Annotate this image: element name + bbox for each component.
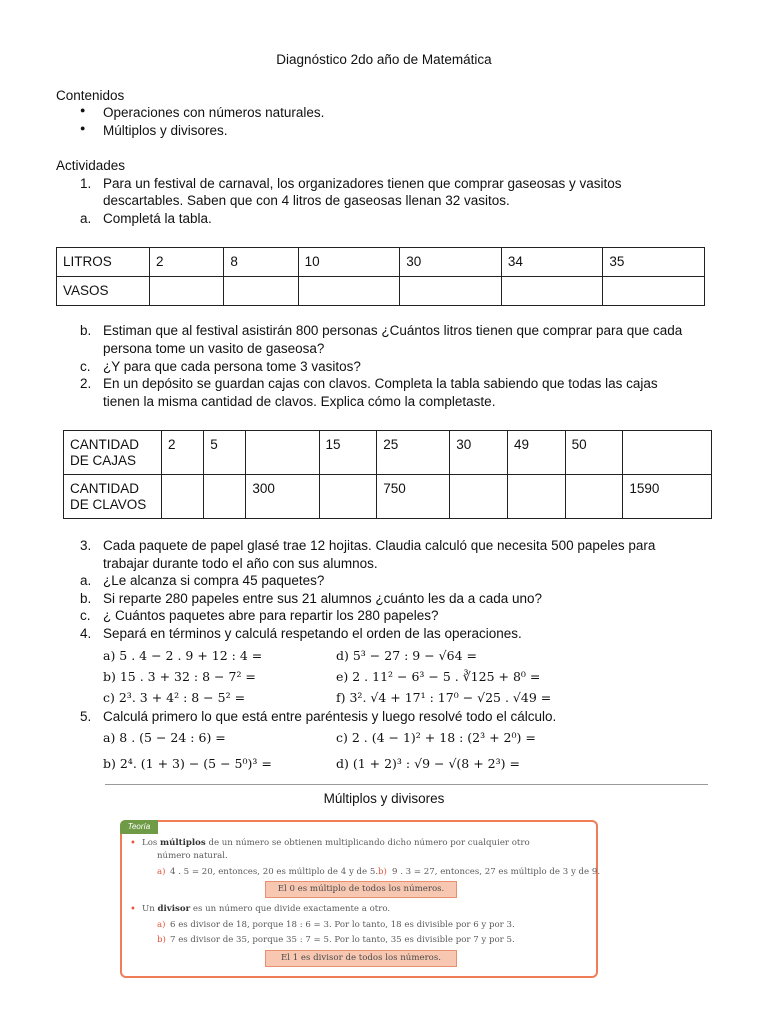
problem-3a: ¿Le alcanza si compra 45 paquetes? xyxy=(103,573,325,588)
term-divisor: divisor xyxy=(157,904,191,914)
problem-4: Separá en términos y calculá respetando el orden de las operaciones. xyxy=(103,626,522,641)
table-cell: 50 xyxy=(565,431,623,475)
table-cell xyxy=(150,277,224,306)
problem-1c: ¿Y para que cada persona tome 3 vasitos? xyxy=(103,359,361,374)
table-header-cell xyxy=(64,431,162,475)
problem-3-line2: trabajar durante todo el año con sus alumnos. xyxy=(103,556,378,571)
table-cell: 30 xyxy=(450,431,508,475)
bullet-icon: ● xyxy=(80,123,86,133)
exercise-5a: a) 8 . (5 − 24 : 6) = xyxy=(103,730,226,745)
example-label: a) xyxy=(157,920,166,930)
highlight-one-divisor: El 1 es divisor de todos los números. xyxy=(265,950,457,967)
exercise-4e: e) 2 . 11² − 6³ − 5 . ∛125 + 8⁰ = xyxy=(336,669,541,684)
table-cell xyxy=(204,475,246,519)
table-header-cell xyxy=(64,475,162,519)
problem-1a: Completá la tabla. xyxy=(103,211,212,226)
exercise-4f: f) 3². √4 + 17¹ : 17⁰ − √25 . √49 = xyxy=(336,690,552,705)
problem-5: Calculá primero lo que está entre paréntesis y luego resolvé todo el cálculo. xyxy=(103,709,557,724)
item-number: 3. xyxy=(80,538,92,553)
table-cell xyxy=(224,277,298,306)
section-title: Múltiplos y divisores xyxy=(323,791,445,806)
bullet-icon: ● xyxy=(80,105,86,115)
bullet-icon: • xyxy=(130,838,136,849)
table-cell: 30 xyxy=(400,248,502,277)
term-multiplos: múltiplos xyxy=(160,838,206,848)
exercise-5b: b) 2⁴. (1 + 3) − (5 − 5⁰)³ = xyxy=(103,756,272,771)
table-cell xyxy=(565,475,623,519)
highlight-zero-multiple: El 0 es múltiplo de todos los números. xyxy=(265,881,457,898)
table-cell xyxy=(501,277,603,306)
bullet-icon: • xyxy=(130,904,136,915)
exercise-4c: c) 2³. 3 + 4² : 8 − 5² = xyxy=(103,690,246,705)
table-cell xyxy=(298,277,400,306)
theory-tag: Teoría xyxy=(120,820,158,834)
actividades-heading: Actividades xyxy=(56,158,126,173)
table-cell: 10 xyxy=(298,248,400,277)
item-letter: c. xyxy=(80,608,91,623)
table-cell: 15 xyxy=(319,431,377,475)
table-cell xyxy=(450,475,508,519)
problem-1b-line1: Estiman que al festival asistirán 800 personas ¿Cuántos litros tienen que comprar para que cada xyxy=(103,323,683,338)
text-span: Un xyxy=(142,904,158,914)
example-label: b) xyxy=(157,935,166,945)
exercise-5c: c) 2 . (4 − 1)² + 18 : (2³ + 2⁰) = xyxy=(336,730,536,745)
table-cell xyxy=(603,277,705,306)
table-cell xyxy=(319,475,377,519)
item-letter: a. xyxy=(80,573,92,588)
exercise-4d: d) 5³ − 27 : 9 − √64 = xyxy=(336,648,477,663)
table-cell xyxy=(162,475,204,519)
table-header-line: CANTIDAD xyxy=(70,437,140,452)
table-cell: 25 xyxy=(377,431,450,475)
contenidos-heading: Contenidos xyxy=(56,88,125,103)
table-cell: 2 xyxy=(150,248,224,277)
item-number: 2. xyxy=(80,376,92,391)
multiplos-example-a: 4 . 5 = 20, entonces, 20 es múltiplo de 4 y de 5. xyxy=(170,867,379,877)
divisor-example-b: 7 es divisor de 35, porque 35 : 7 = 5. Por lo tanto, 35 es divisible por 7 y por 5. xyxy=(170,935,515,945)
text-span: es un número que divide exactamente a otro. xyxy=(190,904,391,914)
table-cell xyxy=(507,475,565,519)
table-header-cell: VASOS xyxy=(57,277,150,306)
item-letter: a. xyxy=(80,211,92,226)
problem-3c: ¿ Cuántos paquetes abre para repartir los 280 papeles? xyxy=(103,608,439,623)
divisor-example-a: 6 es divisor de 18, porque 18 : 6 = 3. Por lo tanto, 18 es divisible por 6 y por 3. xyxy=(170,920,515,930)
example-label: a) xyxy=(157,867,166,877)
problem-3b: Si reparte 280 papeles entre sus 21 alumnos ¿cuánto les da a cada uno? xyxy=(103,591,543,606)
problem-2-line2: tienen la misma cantidad de clavos. Explica cómo la completaste. xyxy=(103,394,496,409)
table-cell: 2 xyxy=(162,431,204,475)
problem-2-line1: En un depósito se guardan cajas con clavos. Completa la tabla sabiendo que todas las cajas xyxy=(103,376,658,391)
divisor-definition xyxy=(142,904,390,914)
table-header-line: DE CAJAS xyxy=(70,453,137,468)
table-cell: 300 xyxy=(246,475,319,519)
text-span: Los xyxy=(142,838,161,848)
multiplos-definition xyxy=(142,838,530,848)
table-cell: 34 xyxy=(501,248,603,277)
table-cell: 35 xyxy=(603,248,705,277)
item-letter: c. xyxy=(80,359,91,374)
table-cell: 8 xyxy=(224,248,298,277)
exercise-4a: a) 5 . 4 − 2 . 9 + 12 : 4 = xyxy=(103,648,263,663)
item-letter: b. xyxy=(80,323,92,338)
page-title: Diagnóstico 2do año de Matemática xyxy=(276,52,492,67)
problem-1-line1: Para un festival de carnaval, los organizadores tienen que comprar gaseosas y vasitos xyxy=(103,176,622,191)
contenido-item: Múltiplos y divisores. xyxy=(103,123,228,138)
problem-3-line1: Cada paquete de papel glasé trae 12 hojitas. Claudia calculó que necesita 500 papeles para xyxy=(103,538,656,553)
problem-1b-line2: persona tome un vasito de gaseosa? xyxy=(103,341,325,356)
table-header-line: DE CLAVOS xyxy=(70,497,147,512)
table-cell xyxy=(246,431,319,475)
table-cell xyxy=(623,431,712,475)
item-number: 5. xyxy=(80,709,92,724)
item-number: 4. xyxy=(80,626,92,641)
item-letter: b. xyxy=(80,591,92,606)
multiplos-example-b: 9 . 3 = 27, entonces, 27 es múltiplo de 3 y de 9. xyxy=(392,867,601,877)
litros-vasos-table xyxy=(56,247,705,306)
table-cell: 1590 xyxy=(623,475,712,519)
example-label: b) xyxy=(378,867,387,877)
table-header-line: CANTIDAD xyxy=(70,481,140,496)
exercise-5d: d) (1 + 2)³ : √9 − √(8 + 2³) = xyxy=(336,756,520,771)
table-cell: 750 xyxy=(377,475,450,519)
table-cell xyxy=(400,277,502,306)
table-cell: 49 xyxy=(507,431,565,475)
section-divider xyxy=(105,784,708,785)
exercise-4b: b) 15 . 3 + 32 : 8 − 7² = xyxy=(103,669,256,684)
contenido-item: Operaciones con números naturales. xyxy=(103,105,325,120)
item-number: 1. xyxy=(80,176,92,191)
cajas-clavos-table xyxy=(63,430,712,519)
table-header-cell: LITROS xyxy=(57,248,150,277)
text-span: de un número se obtienen multiplicando dicho número por cualquier otro xyxy=(205,838,530,848)
multiplos-definition-line2: número natural. xyxy=(157,851,228,861)
problem-1-line2: descartables. Saben que con 4 litros de gaseosas llenan 32 vasitos. xyxy=(103,193,510,208)
table-cell: 5 xyxy=(204,431,246,475)
